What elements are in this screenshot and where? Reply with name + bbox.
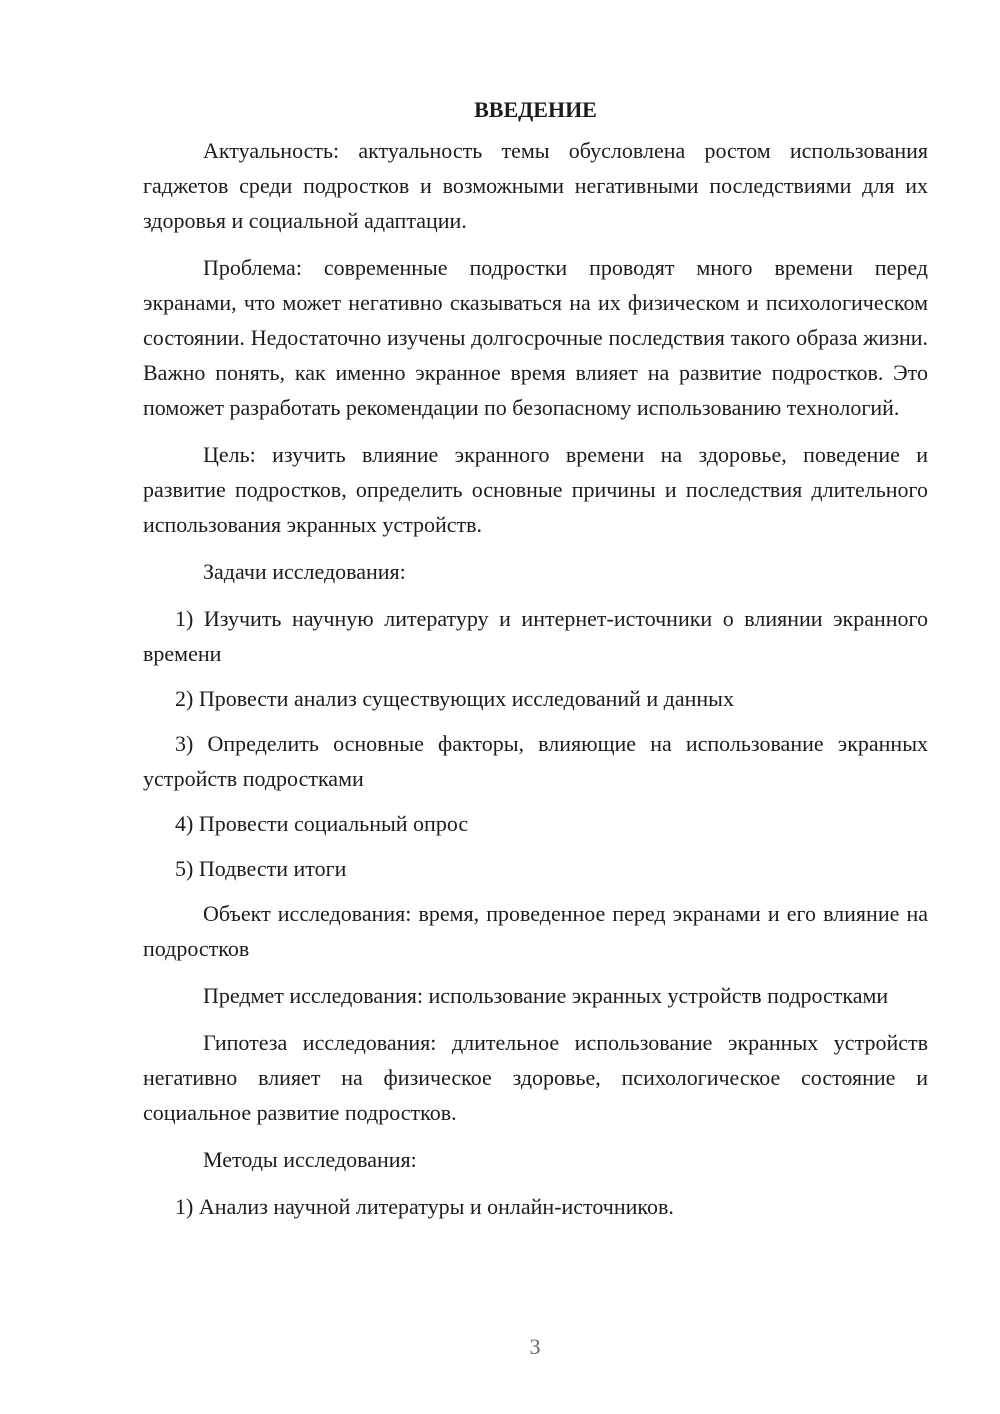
tasks-heading: Задачи исследования: — [203, 559, 406, 584]
task-item-5: 5) Подвести итоги — [175, 856, 347, 881]
subject-paragraph: Предмет исследования: использование экранных устройств подростками — [203, 983, 889, 1008]
object-paragraph: Объект исследования: время, проведенное перед экранами и его влияние на подростков — [143, 901, 928, 961]
task-item-4: 4) Провести социальный опрос — [175, 811, 469, 836]
problem-paragraph: Проблема: современные подростки проводят много времени перед экранами, что может негативно сказываться на их физическом и психологическом состоянии. Недостаточно изучены долгосрочные последствия такого образа жизни. Важно понять, как именно экранное время влияет на развитие подростков. Это поможет разработать рекомендации по безопасному использованию технологий. — [143, 255, 928, 420]
methods-heading: Методы исследования: — [203, 1147, 417, 1172]
section-title: ВВЕДЕНИЕ — [474, 97, 597, 122]
method-item-1: 1) Анализ научной литературы и онлайн-источников. — [175, 1194, 674, 1219]
task-item-1: 1) Изучить научную литературу и интернет-источники о влиянии экранного времени — [143, 606, 928, 666]
goal-paragraph: Цель: изучить влияние экранного времени на здоровье, поведение и развитие подростков, определить основные причины и последствия длительного использования экранных устройств. — [143, 442, 928, 537]
task-item-3: 3) Определить основные факторы, влияющие на использование экранных устройств подростками — [143, 731, 928, 791]
page-number: 3 — [529, 1334, 541, 1359]
task-item-2: 2) Провести анализ существующих исследований и данных — [175, 686, 734, 711]
relevance-paragraph: Актуальность: актуальность темы обусловлена ростом использования гаджетов среди подростков и возможными негативными последствиями для их здоровья и социальной адаптации. — [143, 138, 928, 233]
hypothesis-paragraph: Гипотеза исследования: длительное использование экранных устройств негативно влияет на физическое здоровье, психологическое состояние и социальное развитие подростков. — [143, 1030, 928, 1125]
document-body — [143, 92, 928, 1234]
